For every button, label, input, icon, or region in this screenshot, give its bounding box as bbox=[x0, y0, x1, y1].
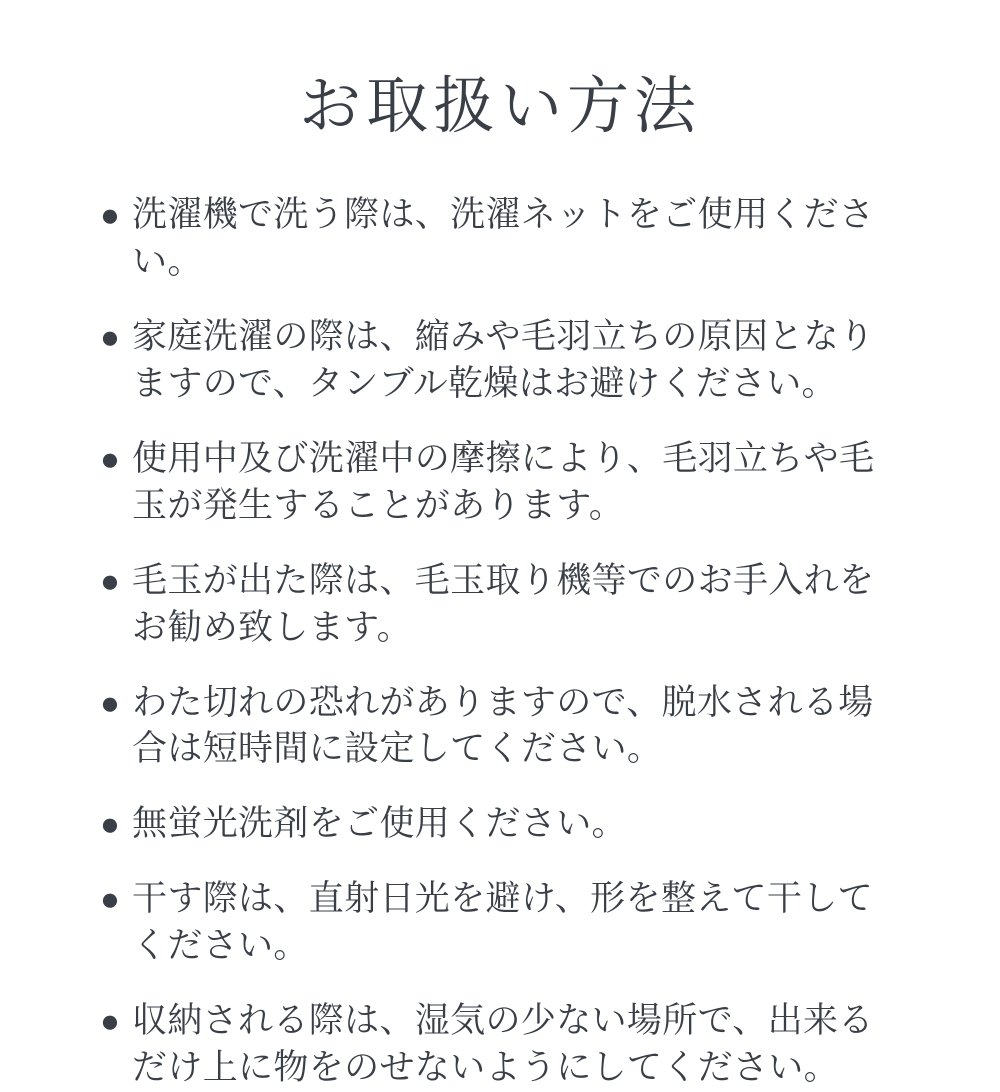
care-item-text: 使用中及び洗濯中の摩擦により、毛羽立ちや毛玉が発生することがあります。 bbox=[132, 438, 875, 525]
care-list bbox=[100, 192, 908, 1091]
page-title: お取扱い方法 bbox=[299, 72, 701, 141]
bullet-icon: ● bbox=[100, 805, 121, 843]
care-item bbox=[100, 192, 908, 286]
care-item-text: 家庭洗濯の際は、縮みや毛羽立ちの原因となりますので、タンブル乾燥はお避けください。 bbox=[132, 317, 875, 404]
care-item-text: 収納される際は、湿気の少ない場所で、出来るだけ上に物をのせないようにしてください。 bbox=[132, 1000, 874, 1087]
bullet-icon: ● bbox=[100, 196, 121, 234]
care-item bbox=[100, 998, 908, 1092]
care-item bbox=[100, 558, 908, 652]
bullet-icon: ● bbox=[100, 880, 121, 918]
care-item bbox=[100, 314, 908, 408]
bullet-icon: ● bbox=[100, 1001, 121, 1039]
care-item-text: わた切れの恐れがありますので、脱水される場合は短時間に設定してください。 bbox=[132, 682, 874, 769]
care-item bbox=[100, 680, 908, 774]
care-item-text: 毛玉が出た際は、毛玉取り機等でのお手入れをお勧め致します。 bbox=[132, 560, 875, 647]
care-item bbox=[100, 801, 908, 848]
care-item bbox=[100, 876, 908, 970]
bullet-icon: ● bbox=[100, 439, 121, 477]
care-item-text: 干す際は、直射日光を避け、形を整えて干してください。 bbox=[132, 879, 873, 966]
care-item bbox=[100, 436, 908, 530]
care-item-text: 無蛍光洗剤をご使用ください。 bbox=[132, 804, 627, 844]
bullet-icon: ● bbox=[100, 683, 121, 721]
bullet-icon: ● bbox=[100, 318, 121, 356]
care-item-text: 洗濯機で洗う際は、洗濯ネットをご使用ください。 bbox=[132, 195, 875, 282]
bullet-icon: ● bbox=[100, 561, 121, 599]
